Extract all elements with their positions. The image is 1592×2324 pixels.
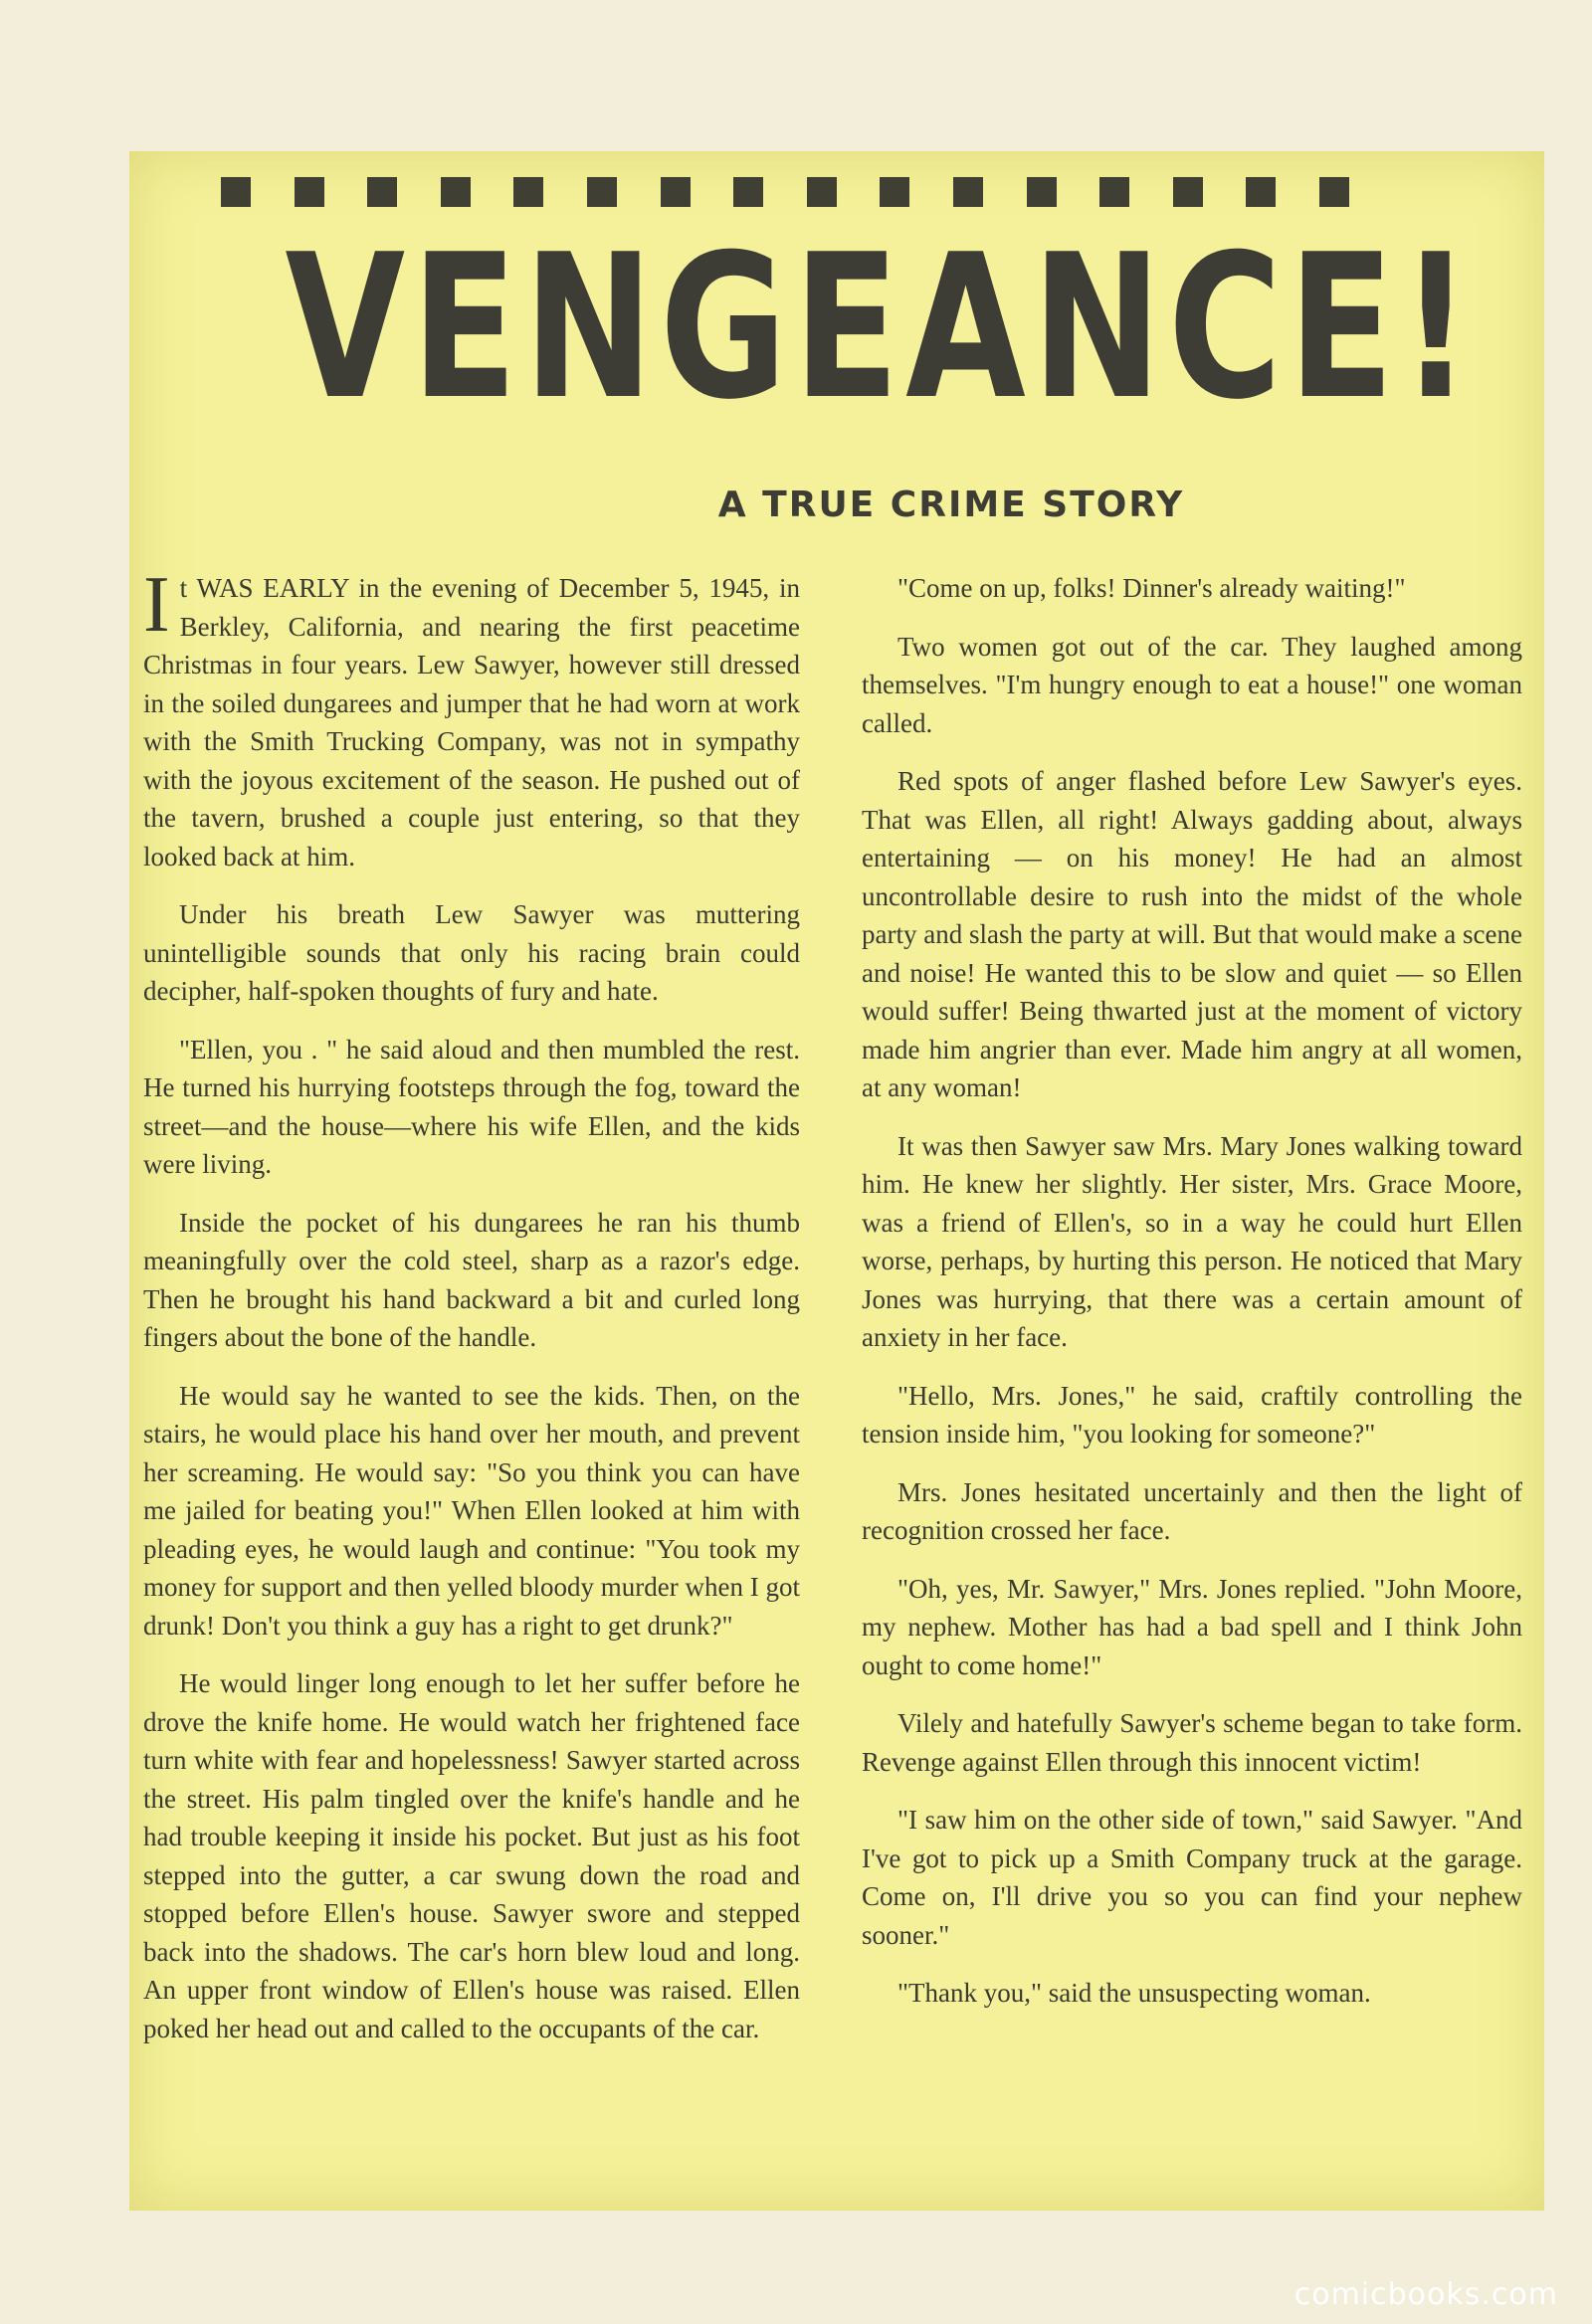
paragraph: "Hello, Mrs. Jones," he said, craftily controlling the tension inside him, "you looking for someone?" [862,1380,1522,1449]
paragraph: "Ellen, you . " he said aloud and then mumbled the rest. He turned his hurrying footsteps through the fog, toward the street—and the house—where his wife Ellen, and the kids were living. [143,1034,800,1179]
square-border-decoration [221,177,1349,207]
square-ornament [733,177,763,207]
paragraph: Vilely and hatefully Sawyer's scheme began to take form. Revenge against Ellen through this innocent victim! [862,1708,1522,1777]
paragraph: Mrs. Jones hesitated uncertainly and then the light of recognition crossed her face. [862,1476,1522,1545]
paragraph: He would say he wanted to see the kids. Then, on the stairs, he would place his hand over her mouth, and prevent her screaming. He would say: "So you think you can have me jailed for beating you!" When Ellen looked at him with pleading eyes, he would laugh and continue: "You took my money for support and then yelled bloody murder when I got drunk! Don't you think a guy has a right to get drunk?" [143,1380,800,1641]
paragraph: "Oh, yes, Mr. Sawyer," Mrs. Jones replied. "John Moore, my nephew. Mother has had a bad spell and I think John ought to come home!" [862,1573,1522,1680]
square-ornament [295,177,324,207]
site-watermark: comicbooks.com [1294,2277,1558,2312]
square-ornament [441,177,471,207]
square-ornament [221,177,251,207]
paragraph: "Come on up, folks! Dinner's already waiting!" [897,573,1406,603]
square-ornament [1319,177,1349,207]
square-ornament [1173,177,1203,207]
paragraph: It was then Sawyer saw Mrs. Mary Jones walking toward him. He knew her slightly. Her sister, Mrs. Grace Moore, was a friend of Ellen's, so in a way he could hurt Ellen worse, perhaps, by hurting this person. He noticed that Mary Jones was hurrying, that there was a certain amount of anxiety in her face. [862,1130,1522,1352]
paragraph-text: t WAS EARLY in the evening of December 5, 1945, in Berkley, California, and nearing the first peacetime Christmas in four years. Lew Sawyer, however still dressed in the soiled dungarees and jumper that he had worn at work with the Smith Trucking Company, was not in sympathy with the joyous excitement of the season. He pushed out of the tavern, brushed a couple just entering, so that they looked back at him. [143,573,800,872]
paragraph: Under his breath Lew Sawyer was muttering unintelligible sounds that only his racing brain could decipher, half-spoken thoughts of fury and hate. [143,899,800,1006]
right-column [862,569,1522,2033]
square-ornament [1027,177,1057,207]
square-ornament [367,177,397,207]
left-column [143,561,800,2067]
paragraph: Red spots of anger flashed before Lew Sawyer's eyes. That was Ellen, all right! Always gadding about, always entertaining — on his money! He had an almost uncontrollable desire to rush into the midst of the whole party and slash the party at will. But that would make a scene and noise! He wanted this to be slow and quiet — so Ellen would suffer! Being thwarted just at the moment of victory made him angrier than ever. Made him angry at all women, at any woman! [862,766,1522,1102]
square-ornament [661,177,691,207]
square-ornament [807,177,837,207]
paragraph: He would linger long enough to let her suffer before he drove the knife home. He would watch her frightened face turn white with fear and hopelessness! Sawyer started across the street. His palm tingled over the knife's handle and he had trouble keeping it inside his pocket. But just as his foot stepped into the gutter, a car swung down the road and stopped before Ellen's house. Sawyer swore and stepped back into the shadows. The car's horn blew loud and long. An upper front window of Ellen's house was raised. Ellen poked her head out and called to the occupants of the car. [143,1668,800,2043]
story-title: VENGEANCE! [285,212,1478,444]
story-page [129,151,1544,2211]
paragraph: Two women got out of the car. They laughed among themselves. "I'm hungry enough to eat a house!" one woman called. [862,631,1522,738]
paragraph: Inside the pocket of his dungarees he ran his thumb meaningfully over the cold steel, sharp as a razor's edge. Then he brought his hand backward a bit and curled long fingers about the bone of the handle. [143,1207,800,1352]
square-ornament [1246,177,1276,207]
square-ornament [953,177,983,207]
story-subtitle: A TRUE CRIME STORY [717,484,1185,525]
drop-cap: I [143,561,170,649]
square-ornament [587,177,617,207]
paragraph [143,561,800,875]
paragraph: "Thank you," said the unsuspecting woman. [897,1978,1371,2008]
paragraph: "I saw him on the other side of town," said Sawyer. "And I've got to pick up a Smith Company truck at the garage. Come on, I'll drive you so you can find your nephew sooner." [862,1805,1522,1950]
square-ornament [513,177,543,207]
square-ornament [880,177,909,207]
square-ornament [1099,177,1129,207]
